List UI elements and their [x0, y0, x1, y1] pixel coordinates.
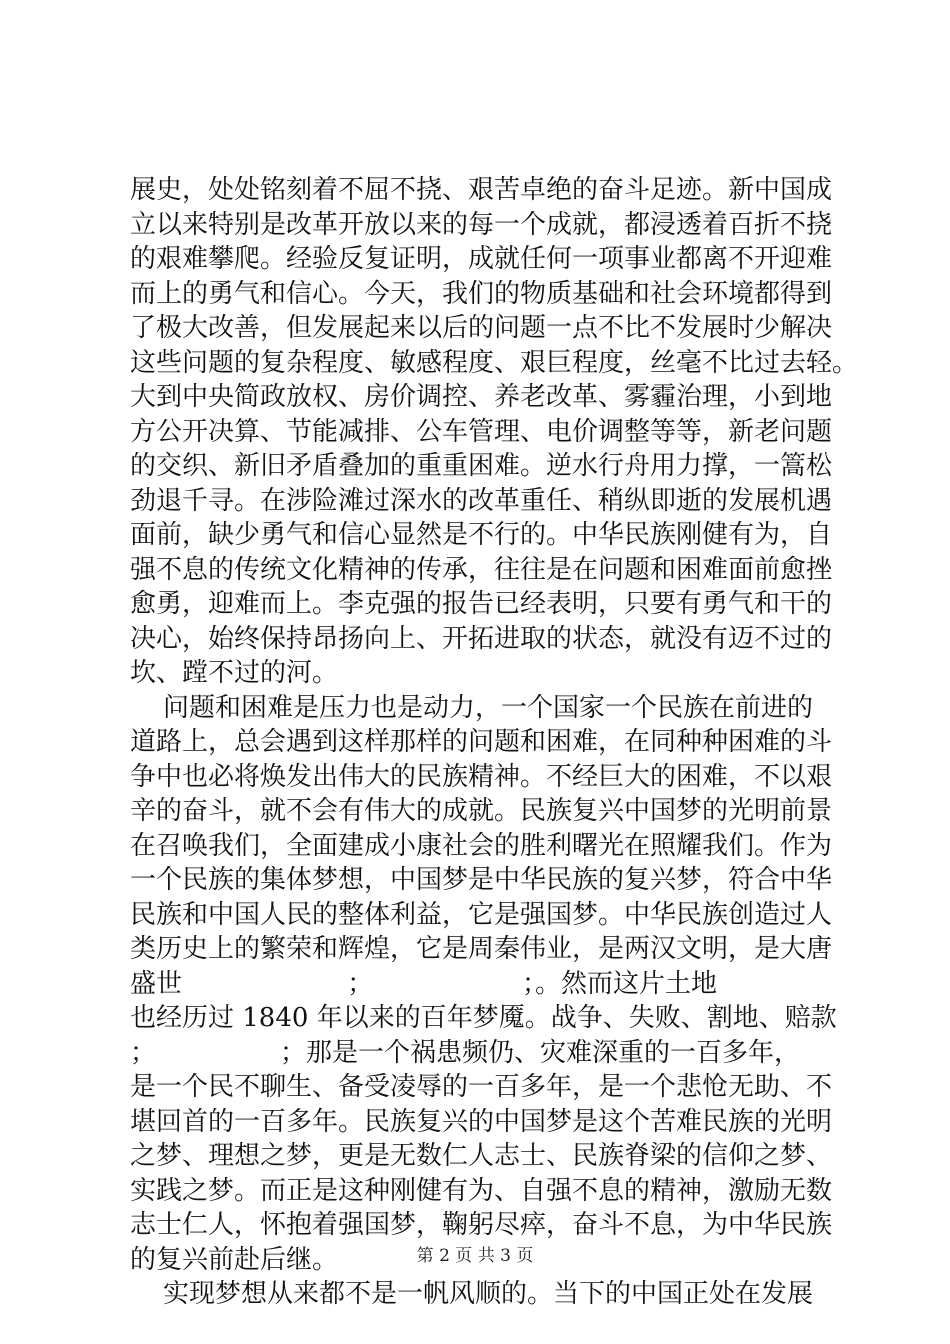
text-line: 而上的勇气和信心。今天，我们的物质基础和社会环境都得到	[130, 278, 833, 309]
text-line: 实现梦想从来都不是一帆风顺的。当下的中国正处在发展	[130, 1279, 814, 1309]
text-line: 坎、蹚不过的河。	[130, 658, 339, 688]
text-line: 的复兴前赴后继。	[130, 1244, 339, 1275]
text-line: 的交织、新旧矛盾叠加的重重困难。逆水行舟用力撑，一篙松	[130, 451, 833, 481]
text-line: 决心，始终保持昂扬向上、开拓进取的状态，就没有迈不过的	[130, 623, 833, 654]
text-line: 实践之梦。而正是这种刚健有为、自强不息的精神，激励无数	[130, 1175, 833, 1206]
text-line: 是一个民不聊生、备受凌辱的一百多年，是一个悲怆无助、不	[130, 1072, 833, 1102]
text-line: 志士仁人，怀抱着强国梦，鞠躬尽瘁，奋斗不息，为中华民族	[130, 1210, 833, 1240]
text-line: 道路上，总会遇到这样那样的问题和困难，在同种种困难的斗	[130, 727, 833, 757]
text-line: 辛的奋斗，就不会有伟大的成就。民族复兴中国梦的光明前景	[130, 796, 833, 826]
text-line: 大到中央简政放权、房价调控、养老改革、雾霾治理，小到地	[130, 382, 833, 412]
text-line: 争中也必将焕发出伟大的民族精神。不经巨大的困难，不以艰	[130, 761, 833, 792]
text-line: 的艰难攀爬。经验反复证明，成就任何一项事业都离不开迎难	[130, 244, 833, 274]
text-line: 一个民族的集体梦想，中国梦是中华民族的复兴梦，符合中华	[130, 865, 833, 895]
text-line: 愈勇，迎难而上。李克强的报告已经表明，只要有勇气和干的	[130, 589, 833, 619]
text-line: ； ；那是一个祸患频仍、灾难深重的一百多年，	[130, 1037, 800, 1068]
text-line: 之梦、理想之梦，更是无数仁人志士、民族脊梁的信仰之梦、	[130, 1141, 833, 1171]
text-line: 在召唤我们，全面建成小康社会的胜利曙光在照耀我们。作为	[130, 830, 833, 861]
text-line: 这些问题的复杂程度、敏感程度、艰巨程度，丝毫不比过去轻。	[130, 347, 859, 378]
text-line: 展史，处处铭刻着不屈不挠、艰苦卓绝的奋斗足迹。新中国成	[130, 175, 833, 205]
text-line: 问题和困难是压力也是动力，一个国家一个民族在前进的	[130, 692, 814, 723]
text-line: 也经历过 1840 年以来的百年梦魇。战争、失败、割地、赔款	[130, 1003, 837, 1033]
text-line: 方公开决算、节能减排、公车管理、电价调整等等，新老问题	[130, 416, 833, 447]
text-line: 强不息的传统文化精神的传承，往往是在问题和困难面前愈挫	[130, 554, 833, 585]
text-line: 面前，缺少勇气和信心显然是不行的。中华民族刚健有为，自	[130, 520, 833, 550]
text-line: 类历史上的繁荣和辉煌，它是周秦伟业，是两汉文明，是大唐	[130, 934, 833, 964]
text-line: 堪回首的一百多年。民族复兴的中国梦是这个苦难民族的光明	[130, 1106, 833, 1137]
text-line: 盛世 ； ；。然而这片土地	[130, 968, 718, 999]
document-body	[130, 173, 859, 1312]
text-line: 了极大改善，但发展起来以后的问题一点不比不发展时少解决	[130, 313, 833, 343]
text-line: 劲退千寻。在涉险滩过深水的改革重任、稍纵即逝的发展机遇	[130, 485, 833, 516]
text-line: 民族和中国人民的整体利益，它是强国梦。中华民族创造过人	[130, 899, 833, 930]
text-line: 立以来特别是改革开放以来的每一个成就，都浸透着百折不挠	[130, 209, 833, 240]
page-footer: 第 2 页 共 3 页	[416, 1246, 534, 1266]
